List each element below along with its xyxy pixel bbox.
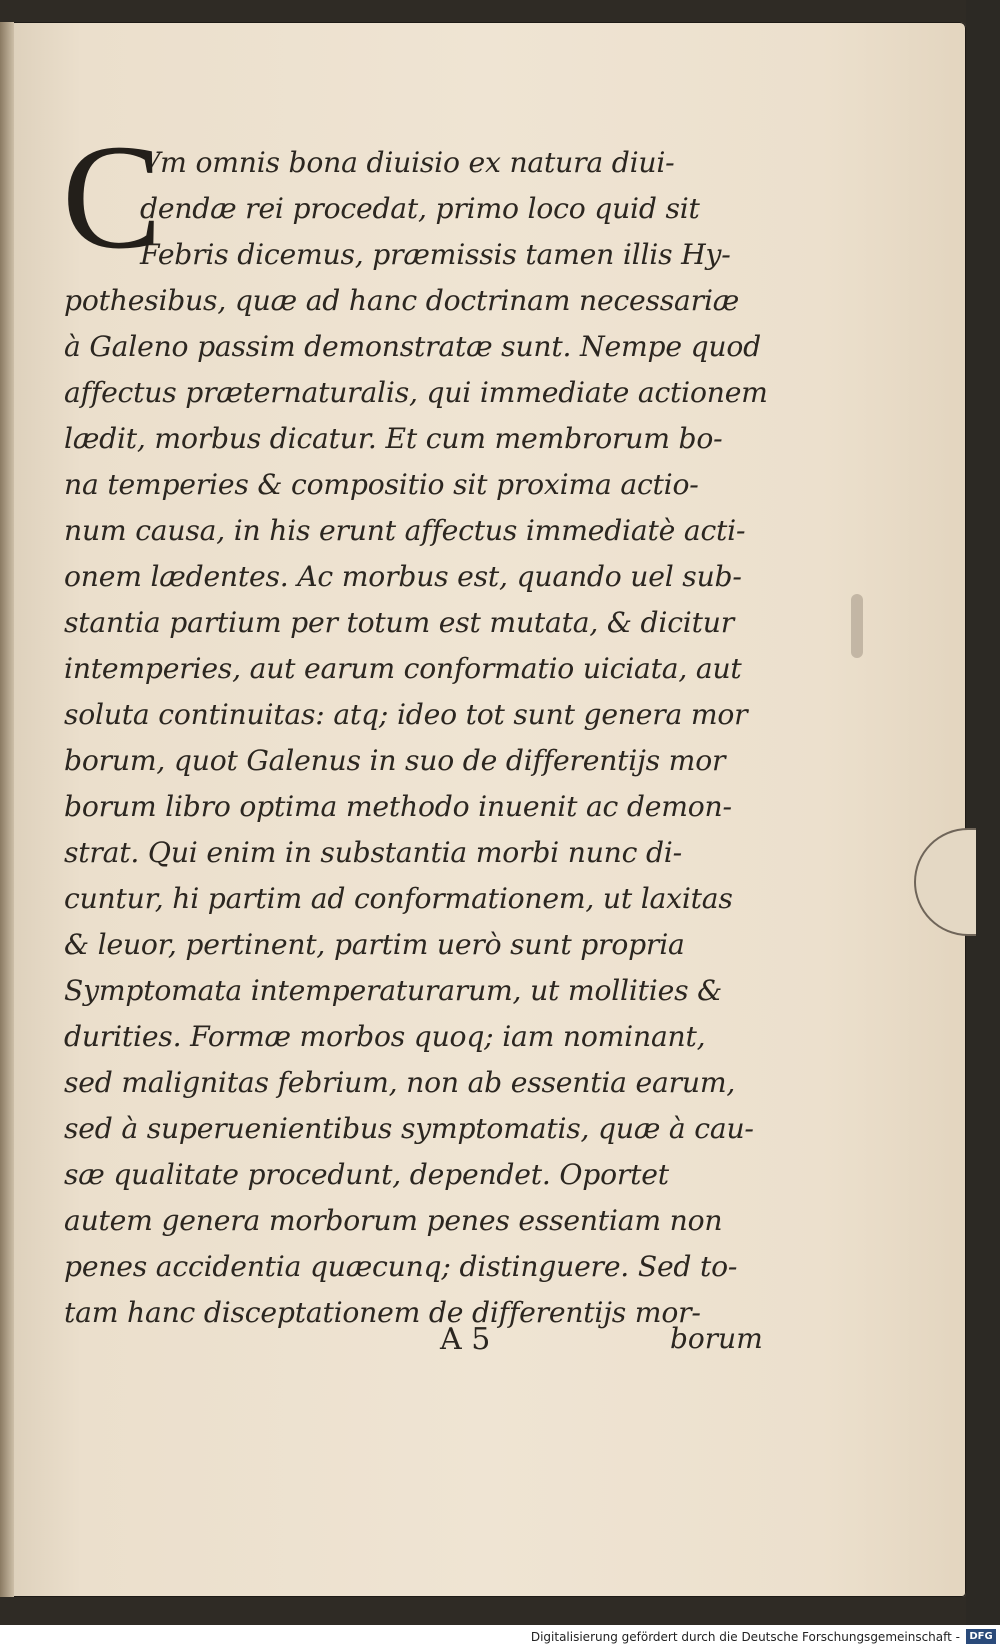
catchword: borum <box>670 1322 763 1355</box>
signature-mark: A 5 <box>440 1322 491 1357</box>
indented-lines <box>64 140 734 278</box>
text-line-11: stantia partium per totum est mutata, & dicitur <box>64 606 734 639</box>
text-line-6: affectus præternaturalis, qui immediate actionem <box>64 376 768 409</box>
text-line-14: borum, quot Galenus in suo de differentijs mor <box>64 744 726 777</box>
text-line-4: pothesibus, quæ ad hanc doctrinam necessariæ <box>64 284 740 317</box>
text-line-26: tam hanc disceptationem de differentijs mor- <box>64 1296 701 1329</box>
text-line-15: borum libro optima methodo inuenit ac demon- <box>64 790 732 823</box>
text-line-21: sed malignitas febrium, non ab essentia earum, <box>64 1066 736 1099</box>
text-line-5: à Galeno passim demonstratæ sunt. Nempe quod <box>64 330 761 363</box>
page-text-block <box>62 114 768 1336</box>
footer-credit-text: Digitalisierung gefördert durch die Deutsche Forschungsgemeinschaft - <box>530 1630 960 1644</box>
text-line-2: dendæ rei procedat, primo loco quid sit <box>140 192 700 225</box>
text-line-8: na temperies & compositio sit proxima actio- <box>64 468 699 501</box>
text-line-3: Febris dicemus, præmissis tamen illis Hy- <box>140 238 731 271</box>
drop-cap-initial: C <box>62 114 163 280</box>
opening-paragraph <box>62 114 734 280</box>
text-line-23: sæ qualitate procedunt, dependet. Oportet <box>64 1158 669 1191</box>
text-line-25: penes accidentia quæcunq; distinguere. Sed to- <box>64 1250 738 1283</box>
text-line-24: autem genera morborum penes essentiam non <box>64 1204 723 1237</box>
text-line-9: num causa, in his erunt affectus immediatè acti- <box>64 514 746 547</box>
text-line-22: sed à superuenientibus symptomatis, quæ à cau- <box>64 1112 754 1145</box>
digitization-footer <box>0 1625 1000 1647</box>
binding-edge <box>0 22 14 1597</box>
scan-background-edge <box>966 0 1000 1647</box>
text-line-1: Vm omnis bona diuisio ex natura diui- <box>140 146 675 179</box>
text-line-16: strat. Qui enim in substantia morbi nunc di- <box>64 836 682 869</box>
text-line-18: & leuor, pertinent, partim uerò sunt propria <box>64 928 685 961</box>
text-line-7: lædit, morbus dicatur. Et cum membrorum bo- <box>64 422 723 455</box>
text-line-19: Symptomata intemperaturarum, ut mollities & <box>64 974 723 1007</box>
text-line-10: onem lædentes. Ac morbus est, quando uel sub- <box>64 560 742 593</box>
paper-stain <box>851 594 863 658</box>
text-line-17: cuntur, hi partim ad conformationem, ut laxitas <box>64 882 733 915</box>
dfg-logo-icon: DFG <box>966 1629 996 1644</box>
text-line-20: durities. Formæ morbos quoq; iam nominant, <box>64 1020 706 1053</box>
text-line-12: intemperies, aut earum conformatio uiciata, aut <box>64 652 742 685</box>
text-line-13: soluta continuitas: atq; ideo tot sunt genera mor <box>64 698 748 731</box>
